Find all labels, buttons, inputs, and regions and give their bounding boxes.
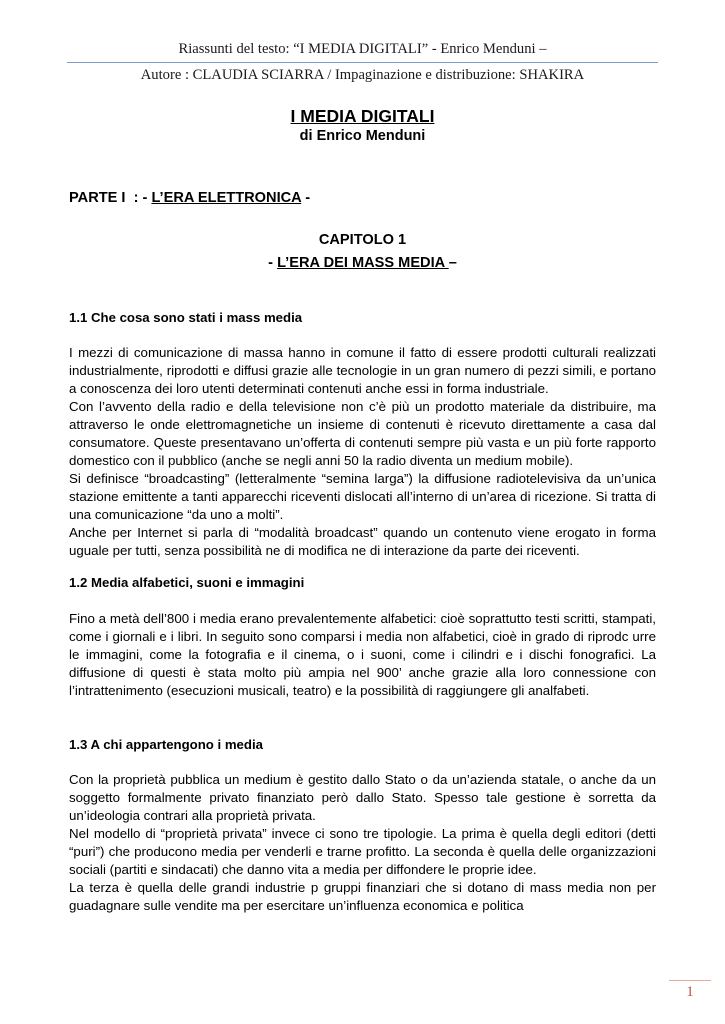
section-body-1-3 — [69, 771, 656, 915]
part-prefix: PARTE I : - — [69, 190, 152, 206]
paragraph: Anche per Internet si parla di “modalità broadcast” quando un contenuto viene erogato in forma uguale per tutti, senza possibilità ne di modifica ne di interazione da parte dei riceventi. — [69, 525, 656, 558]
running-header-title: Riassunti del testo: “I MEDIA DIGITALI” - Enrico Menduni – — [178, 41, 547, 57]
document-title: I MEDIA DIGITALI — [290, 106, 435, 126]
paragraph: Fino a metà dell’800 i media erano prevalentemente alfabetici: cioè soprattutto testi scritti, stampati, come i giornali e i libri. In seguito sono comparsi i media non alfabetici, cioè in grado di riprodc urre le immagini, come la fotografia e il cinema, o i suoni, come i cilindri e i dischi fonografici. La diffusione di questi è stata molto più ampia nel 900’ anche grazie alla loro connessione con l’intrattenimento (esecuzioni musicali, teatro) e la possibilità di raggiungere gli analfabeti. — [69, 611, 656, 698]
paragraph: I mezzi di comunicazione di massa hanno in comune il fatto di essere prodotti culturali realizzati industrialmente, riprodotti e diffusi grazie alle tecnologie in un gran numero di pezzi simili, e portano a conoscenza dei loro utenti determinati contenuti anche essi in forma industriale. — [69, 345, 656, 396]
document-subtitle: di Enrico Menduni — [299, 128, 426, 144]
part-suffix: - — [301, 190, 311, 206]
section-body-1-2 — [69, 610, 656, 700]
paragraph: Nel modello di “proprietà privata” invece ci sono tre tipologie. La prima è quella degli editori (detti “puri”) che producono media per venderli e trarne profitto. La seconda è quella delle organizzazioni sociali (partiti e sindacati) che danno vita a media per diffondere le proprie idee. — [69, 826, 656, 877]
chapter-title — [0, 255, 725, 271]
section-heading-1-2: 1.2 Media alfabetici, suoni e immagini — [69, 575, 305, 590]
page-number-divider — [669, 980, 711, 981]
chapter-title-suffix: – — [448, 255, 457, 271]
paragraph: Si definisce “broadcasting” (letteralmente “semina larga”) la diffusione radiotelevisiva da un’unica stazione emittente a tanti apparecchi riceventi dislocati all’interno di un’area di ricezione. Si tratta di una comunicazione “da uno a molti”. — [69, 471, 656, 522]
section-body-1-1 — [69, 344, 656, 560]
paragraph: La terza è quella delle grandi industrie p gruppi finanziari che si dotano di mass media non per guadagnare sulle vendite ma per esercitare un’influenza economica e politica — [69, 880, 656, 913]
paragraph: Con la proprietà pubblica un medium è gestito dallo Stato o da un’azienda statale, o anche da un soggetto formalmente privato finanziato però dallo Stato. Spesso tale gestione è sorretta da un’ideologia contrari alla proprietà privata. — [69, 772, 656, 823]
paragraph: Con l’avvento della radio e della televisione non c’è più un prodotto materiale da distribuire, ma attraverso le onde elettromagnetiche un insieme di contenuti è ricevuto direttamente a casa dal consumatore. Queste presentavano un’offerta di contenuti sempre più vasta e un più forte rapporto domestico con il pubblico (anche se negli anni 50 la radio diventa un medium mobile). — [69, 399, 656, 468]
page-number: 1 — [686, 984, 694, 1000]
section-heading-1-1: 1.1 Che cosa sono stati i mass media — [69, 310, 303, 325]
chapter-title-prefix: - — [268, 255, 278, 271]
running-header-author: Autore : CLAUDIA SCIARRA / Impaginazione e distribuzione: SHAKIRA — [140, 67, 585, 83]
section-heading-1-3: 1.3 A chi appartengono i media — [69, 737, 263, 752]
part-heading — [69, 190, 310, 206]
chapter-number: CAPITOLO 1 — [318, 232, 407, 248]
part-name: L’ERA ELETTRONICA — [151, 190, 302, 206]
header-divider — [67, 62, 658, 63]
chapter-title-name: L’ERA DEI MASS MEDIA — [277, 255, 449, 271]
